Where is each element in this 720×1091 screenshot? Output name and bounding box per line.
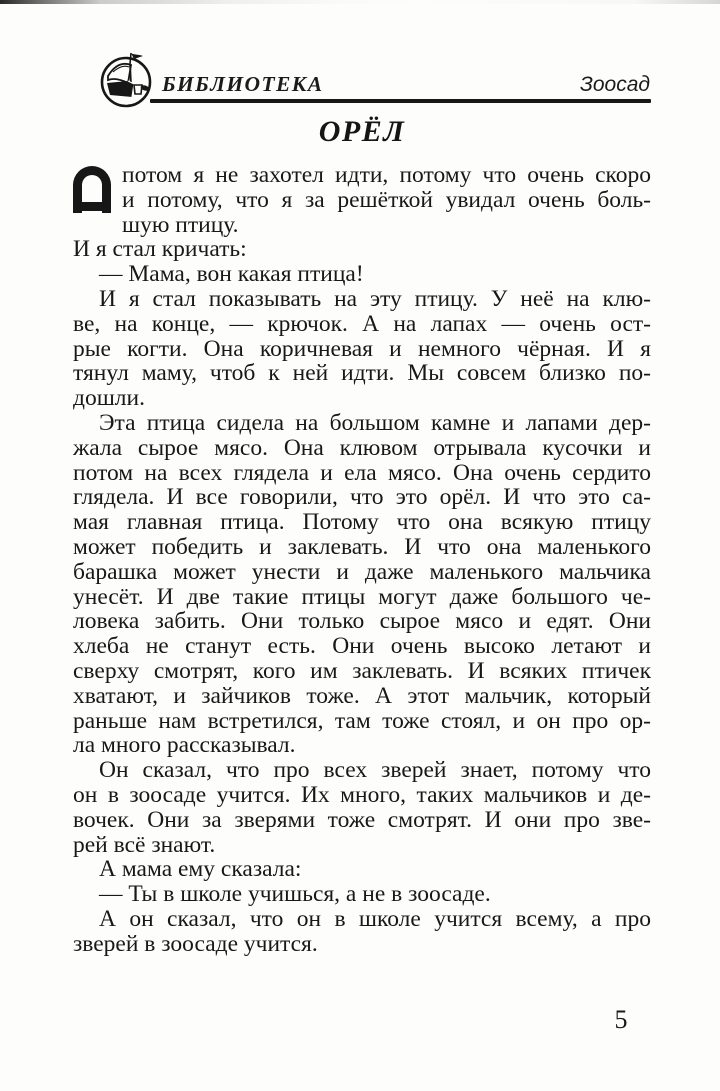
text-line: унесёт. И две такие птицы могут даже большого че- [73, 583, 651, 610]
drop-cap-letter [73, 166, 111, 213]
text-line: может победить и заклевать. И что она маленького [73, 533, 651, 560]
text-line: он в зоосаде учится. Их много, таких мальчиков и де- [73, 781, 651, 808]
text-line: потом я не захотел идти, потому что очень скоро [122, 162, 651, 188]
paragraph [73, 262, 651, 287]
paragraph [73, 907, 651, 957]
text-line: сверху смотрят, кого им заклевать. И всяких птичек [73, 657, 651, 684]
text-line: — Ты в школе учишься, а не в зоосаде. [99, 881, 491, 908]
paragraph [73, 758, 651, 857]
text-line: ловека забить. Они только сырое мясо и едят. Они [73, 608, 651, 635]
text-line: рые когти. Она коричневая и немного чёрная. И я [73, 335, 651, 362]
paragraph [73, 237, 651, 262]
text-line: хватают, и зайчиков тоже. А этот мальчик, который [73, 682, 651, 709]
paragraph [73, 857, 651, 882]
text-line: мая главная птица. Потому что она всякую птицу [73, 509, 651, 536]
page-number: 5 [614, 1005, 628, 1034]
text-line: хлеба не станут есть. Они очень высоко летают и [73, 633, 651, 660]
text-line: шую птицу. [122, 211, 239, 238]
paragraph [73, 163, 651, 237]
text-line: — Мама, вон какая птица! [99, 261, 364, 288]
text-line: рей всё знают. [73, 831, 216, 858]
series-brand-label: БИБЛИОТЕКА [162, 72, 324, 96]
book-series-name: Зоосад [579, 73, 650, 96]
story-title: ОРЁЛ [318, 115, 406, 148]
text-line: ла много рассказывал. [73, 732, 296, 759]
text-line: дошли. [73, 385, 145, 412]
text-line: потом на всех глядела и ела мясо. Она очень сердито [73, 459, 651, 486]
paragraph [73, 411, 651, 758]
paragraph [73, 882, 651, 907]
text-line: Эта птица сидела на большом камне и лапами дер- [99, 409, 651, 436]
text-line: А он сказал, что он в школе учится всему, а про [99, 905, 651, 932]
text-line: барашка может унести и даже маленького мальчика [73, 558, 651, 585]
text-line: зверей в зоосаде учится. [73, 930, 318, 957]
text-line: глядела. И все говорили, что это орёл. И что это са- [73, 484, 651, 511]
text-line: вочек. Они за зверями тоже смотрят. И они про зве- [73, 806, 651, 833]
ship-logo-icon [98, 50, 154, 108]
text-column [73, 163, 651, 957]
text-line: ве, на конце, — крючок. А на лапах — очень ост- [73, 310, 651, 337]
text-line: Он сказал, что про всех зверей знает, потому что [99, 757, 651, 784]
paragraph [73, 287, 651, 411]
scan-edge-artifact [0, 0, 720, 4]
text-line: тянул маму, чтоб к ней идти. Мы совсем близко по- [73, 360, 651, 387]
text-line: и потому, что я за решёткой увидал очень боль- [122, 186, 651, 213]
text-line: раньше нам встретился, там тоже стоял, и он про ор- [73, 707, 651, 734]
text-line: А мама ему сказала: [99, 856, 302, 883]
text-line: жала сырое мясо. Она клювом отрывала кусочки и [73, 434, 651, 461]
text-line: И я стал кричать: [73, 236, 247, 263]
text-line: И я стал показывать на эту птицу. У неё на клю- [99, 285, 651, 312]
header-rule [150, 99, 651, 103]
